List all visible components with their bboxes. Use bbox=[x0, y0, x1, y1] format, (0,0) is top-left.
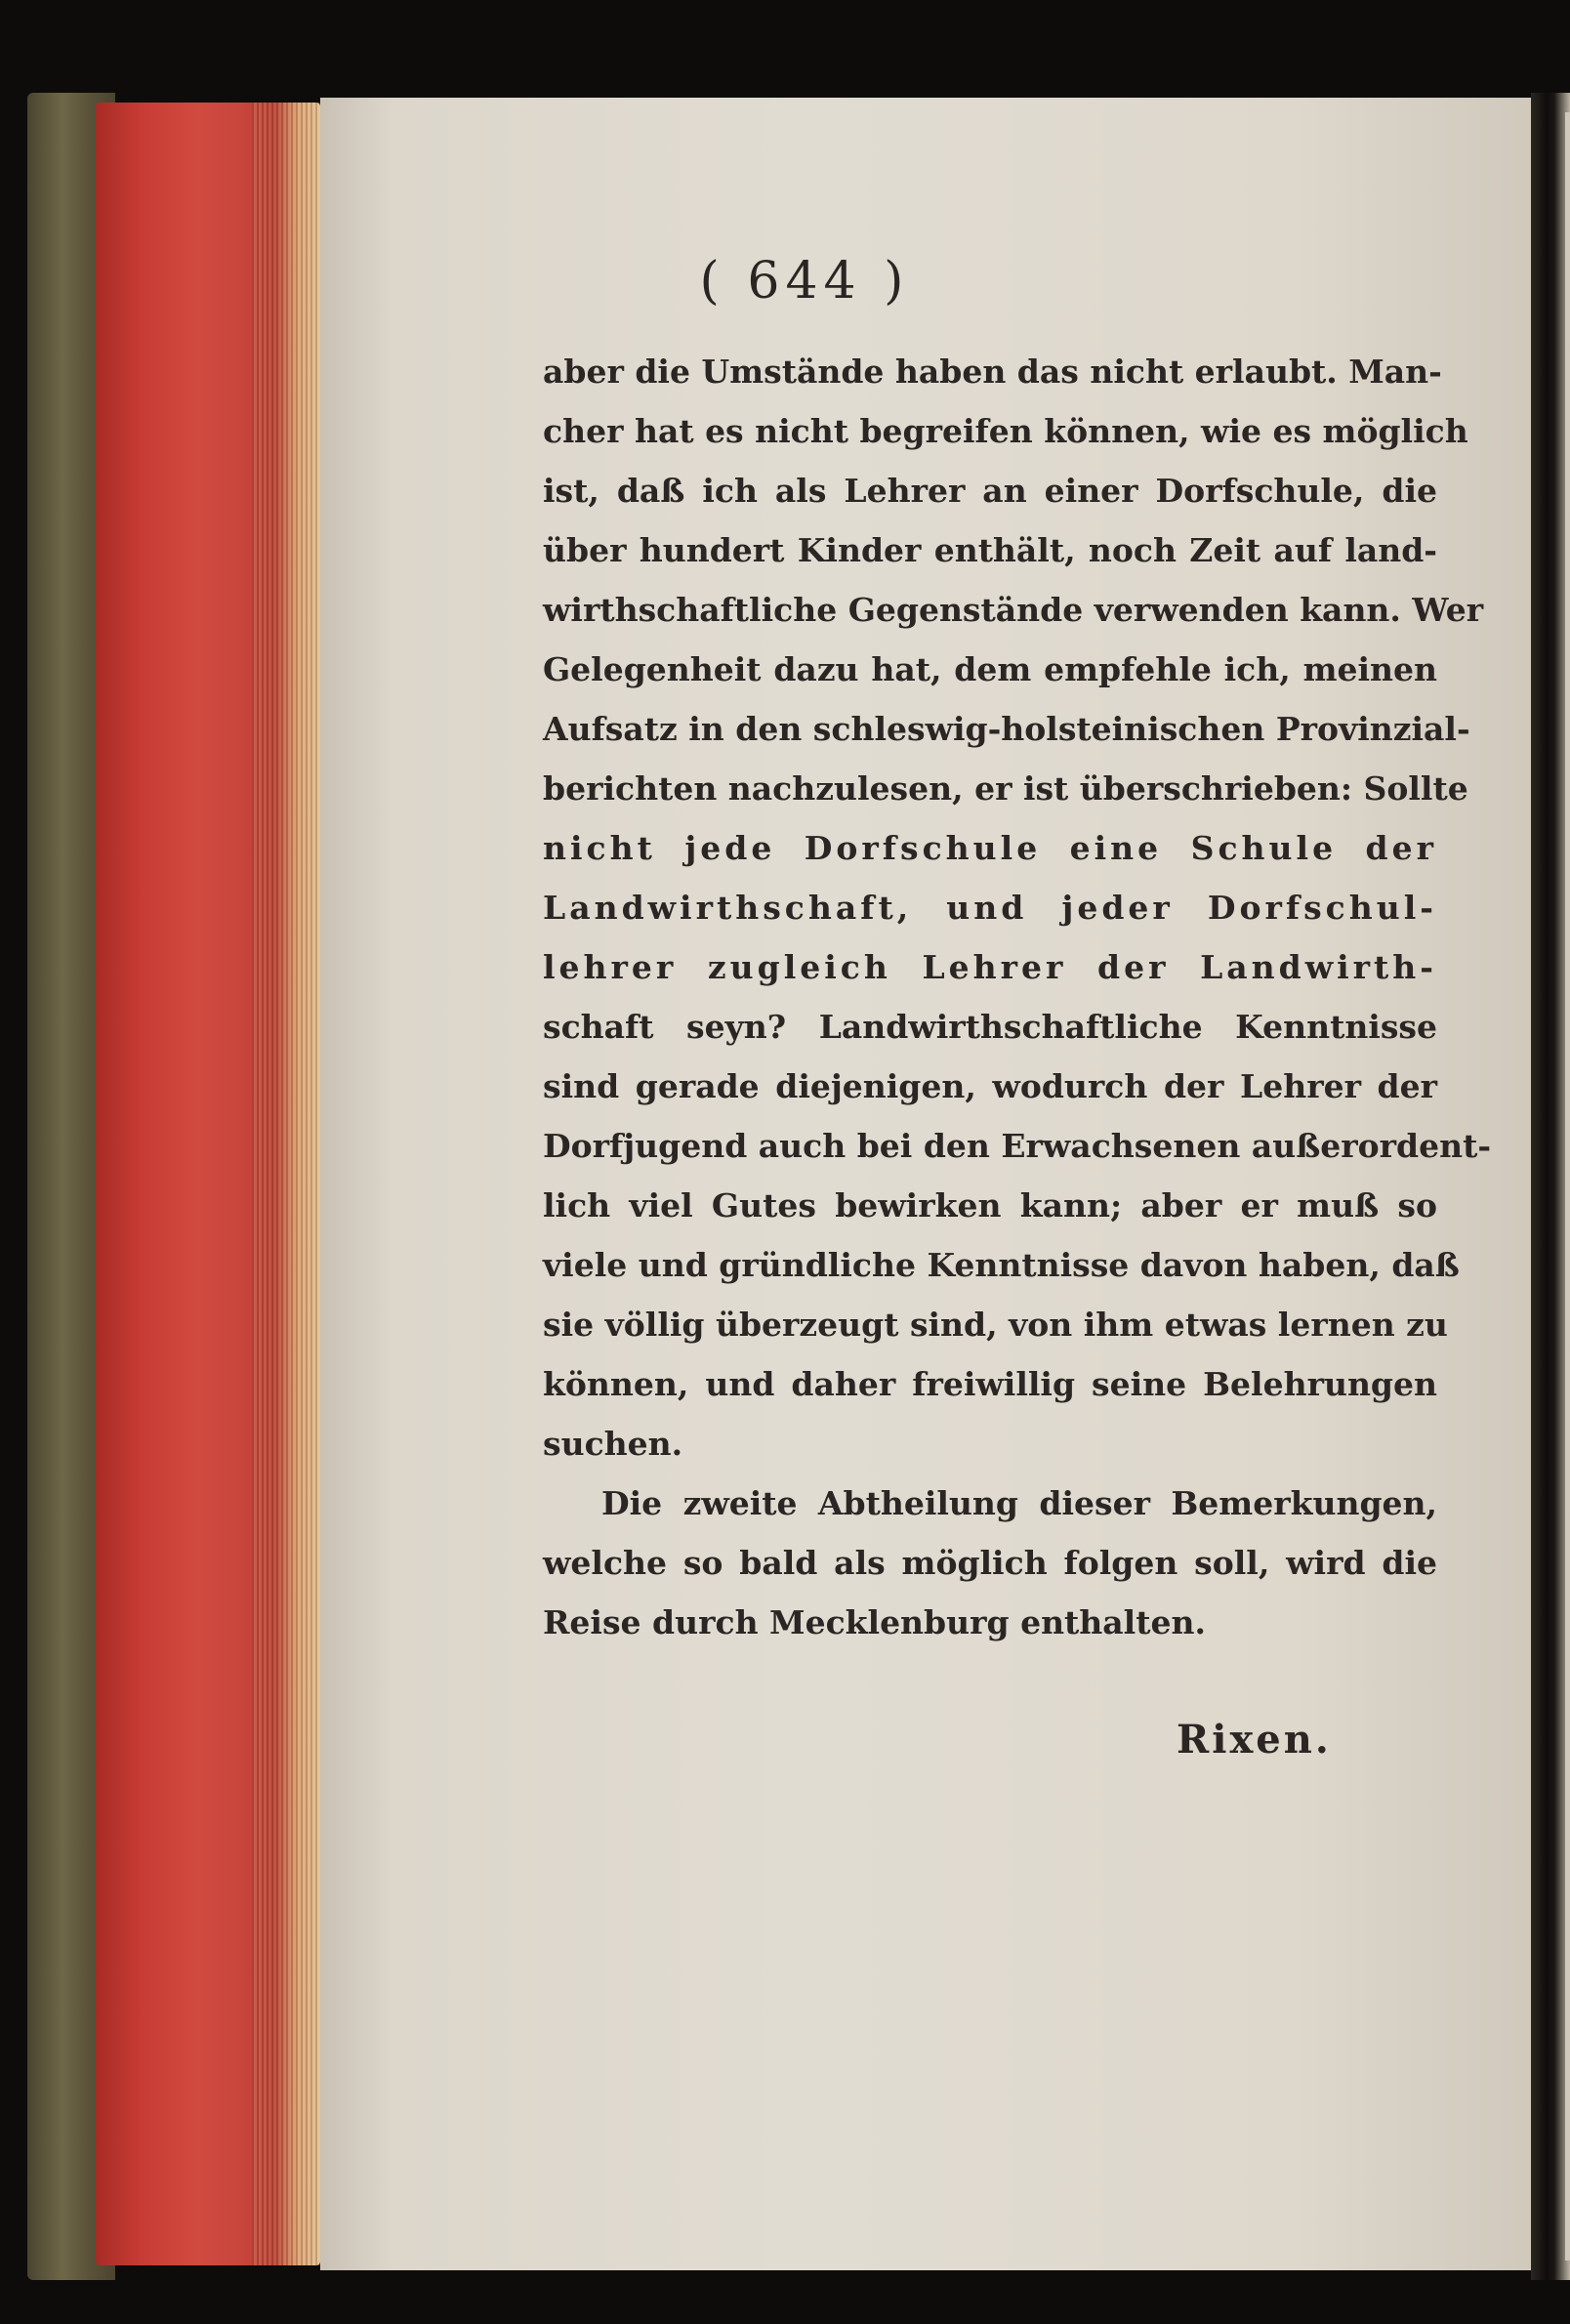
text-line: Reise durch Mecklenburg enthalten. bbox=[543, 1603, 1206, 1641]
text-line: sind gerade diejenigen, wodurch der Lehrer der bbox=[543, 1067, 1437, 1105]
page-number: ( 644 ) bbox=[699, 252, 910, 311]
text-line: schaft seyn? Landwirthschaftliche Kenntnisse bbox=[543, 1008, 1437, 1046]
text-line: lich viel Gutes bewirken kann; aber er muß so bbox=[543, 1186, 1437, 1224]
text-line: nicht jede Dorfschule eine Schule der bbox=[543, 829, 1437, 867]
text-line: viele und gründliche Kenntnisse davon haben, daß bbox=[543, 1246, 1460, 1284]
paragraph-start-line: Die zweite Abtheilung dieser Bemerkungen, bbox=[601, 1484, 1437, 1522]
text-line: lehrer zugleich Lehrer der Landwirth- bbox=[543, 948, 1437, 986]
author-signature: Rixen. bbox=[1177, 1717, 1332, 1763]
text-line: aber die Umstände haben das nicht erlaubt. Man- bbox=[543, 353, 1442, 391]
text-line: wirthschaftliche Gegenstände verwenden kann. Wer bbox=[543, 591, 1484, 629]
text-line: Landwirthschaft, und jeder Dorfschul- bbox=[543, 889, 1437, 927]
text-line: welche so bald als möglich folgen soll, wird die bbox=[543, 1544, 1437, 1582]
page-edge-stack bbox=[252, 103, 320, 2265]
text-line: Gelegenheit dazu hat, dem empfehle ich, meinen bbox=[543, 650, 1437, 688]
text-line: cher hat es nicht begreifen können, wie es möglich bbox=[543, 412, 1468, 450]
text-line: suchen. bbox=[543, 1425, 683, 1463]
text-line: über hundert Kinder enthält, noch Zeit auf land- bbox=[543, 531, 1437, 569]
right-page-edge bbox=[1565, 112, 1570, 2261]
text-line: Dorfjugend auch bei den Erwachsenen außerordent- bbox=[543, 1127, 1492, 1165]
body-text bbox=[543, 342, 1492, 1652]
text-line: können, und daher freiwillig seine Belehrungen bbox=[543, 1365, 1437, 1403]
book-gutter bbox=[1531, 93, 1570, 2280]
text-line: sie völlig überzeugt sind, von ihm etwas lernen zu bbox=[543, 1306, 1448, 1344]
text-line: berichten nachzulesen, er ist überschrieben: Sollte bbox=[543, 769, 1468, 808]
text-line: ist, daß ich als Lehrer an einer Dorfschule, die bbox=[543, 472, 1437, 510]
text-line: Aufsatz in den schleswig-holsteinischen Provinzial- bbox=[543, 710, 1470, 748]
